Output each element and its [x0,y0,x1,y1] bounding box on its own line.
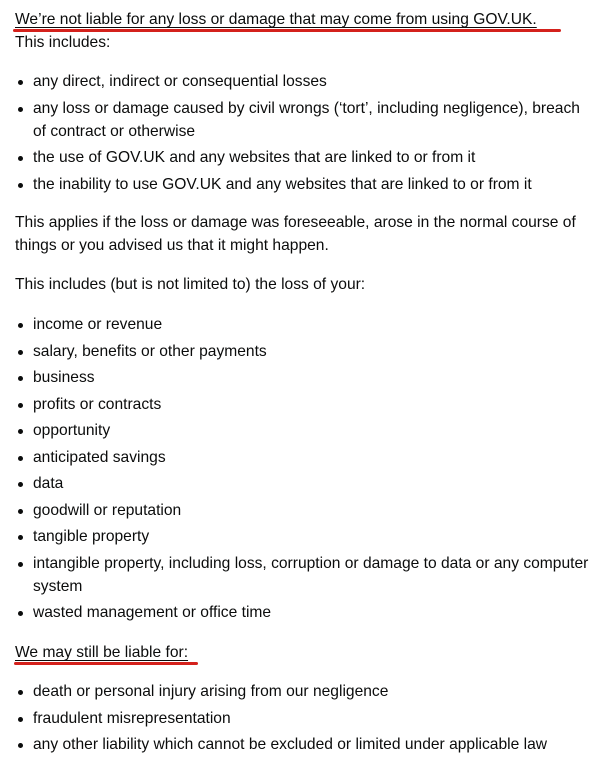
list-item: goodwill or reputation [15,499,590,522]
list-item: any other liability which cannot be excluded or limited under applicable law [15,733,590,756]
red-highlight-underline [14,662,198,665]
list-item: opportunity [15,419,590,442]
list-item: the use of GOV.UK and any websites that are linked to or from it [15,146,590,169]
includes-intro: This includes: [15,34,111,51]
list-item: death or personal injury arising from our negligence [15,680,590,703]
list-item: profits or contracts [15,393,590,416]
list-item: intangible property, including loss, corruption or damage to data or any computer system [15,552,590,598]
liability-heading: We’re not liable for any loss or damage that may come from using GOV.UK. [15,11,537,28]
list-item: the inability to use GOV.UK and any websites that are linked to or from it [15,173,590,196]
loss-types-list [15,313,590,628]
list-item: salary, benefits or other payments [15,340,590,363]
still-liable-heading: We may still be liable for: [15,644,189,661]
list-item: data [15,472,590,495]
list-item: tangible property [15,525,590,548]
list-item: business [15,366,590,389]
losses-list [15,70,590,199]
still-liable-list [15,680,590,760]
list-item: any direct, indirect or consequential losses [15,70,590,93]
list-item: income or revenue [15,313,590,336]
list-item: fraudulent misrepresentation [15,707,590,730]
foreseeable-paragraph: This applies if the loss or damage was foreseeable, arose in the normal course of things or you advised us that it might happen. [15,214,576,254]
loss-of-your-paragraph: This includes (but is not limited to) the loss of your: [15,276,366,293]
list-item: anticipated savings [15,446,590,469]
list-item: any loss or damage caused by civil wrongs (‘tort’, including negligence), breach of contract or otherwise [15,97,590,143]
list-item: wasted management or office time [15,601,590,624]
